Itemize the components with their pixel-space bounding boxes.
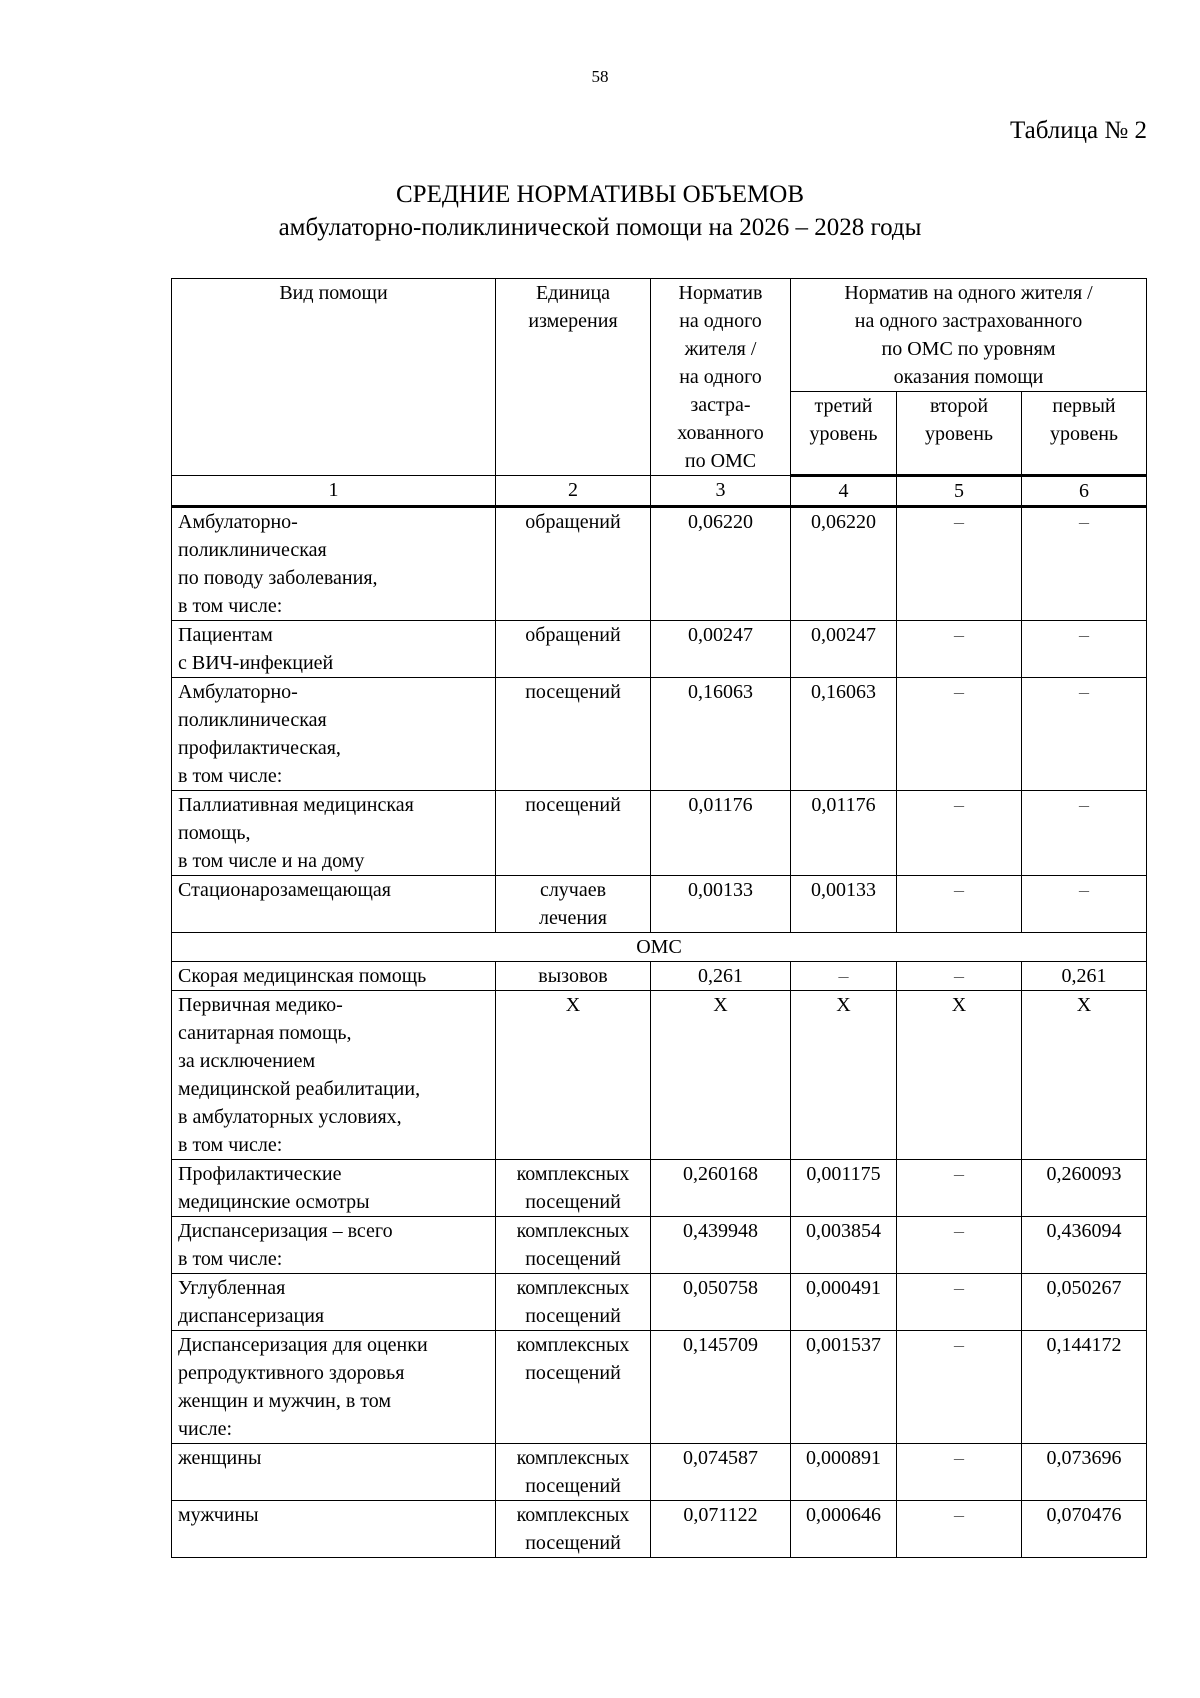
table-row: [172, 1160, 1147, 1217]
title-line-2: амбулаторно-поликлинической помощи на 2026 – 2028 годы: [278, 214, 922, 241]
row-unit: посещений: [496, 791, 651, 876]
row-norm-total: 0,06220: [651, 507, 791, 621]
header-level-1: первый уровень: [1022, 392, 1147, 476]
table-row: [172, 1501, 1147, 1558]
column-number: 2: [496, 476, 651, 507]
row-norm-total: 0,261: [651, 962, 791, 991]
row-level-2: Х: [897, 991, 1022, 1160]
row-care-type: Профилактические медицинские осмотры: [172, 1160, 496, 1217]
row-level-3: 0,000646: [791, 1501, 897, 1558]
row-level-3: –: [791, 962, 897, 991]
row-norm-total: 0,050758: [651, 1274, 791, 1331]
table-row: [172, 876, 1147, 933]
section-row: [172, 933, 1147, 962]
row-level-1: 0,260093: [1022, 1160, 1147, 1217]
row-norm-total: 0,439948: [651, 1217, 791, 1274]
row-care-type: Скорая медицинская помощь: [172, 962, 496, 991]
row-level-2: –: [897, 621, 1022, 678]
row-unit: случаев лечения: [496, 876, 651, 933]
table-row: [172, 1444, 1147, 1501]
table-row: [172, 507, 1147, 621]
row-level-2: –: [897, 1217, 1022, 1274]
row-level-2: –: [897, 1160, 1022, 1217]
row-unit: комплексных посещений: [496, 1217, 651, 1274]
row-level-2: –: [897, 678, 1022, 791]
row-level-1: –: [1022, 791, 1147, 876]
row-norm-total: Х: [651, 991, 791, 1160]
table-row: [172, 678, 1147, 791]
row-level-3: 0,01176: [791, 791, 897, 876]
row-level-2: –: [897, 962, 1022, 991]
row-unit: Х: [496, 991, 651, 1160]
row-level-3: 0,16063: [791, 678, 897, 791]
header-unit: Единица измерения: [496, 279, 651, 476]
row-norm-total: 0,01176: [651, 791, 791, 876]
row-level-3: 0,001175: [791, 1160, 897, 1217]
row-level-3: Х: [791, 991, 897, 1160]
row-level-2: –: [897, 507, 1022, 621]
row-level-1: –: [1022, 621, 1147, 678]
table-row: [172, 1274, 1147, 1331]
row-level-2: –: [897, 1331, 1022, 1444]
row-norm-total: 0,145709: [651, 1331, 791, 1444]
row-level-1: –: [1022, 507, 1147, 621]
row-care-type: мужчины: [172, 1501, 496, 1558]
column-number: 6: [1022, 476, 1147, 507]
row-care-type: Амбулаторно- поликлиническая по поводу заболевания, в том числе:: [172, 507, 496, 621]
row-norm-total: 0,074587: [651, 1444, 791, 1501]
row-level-1: 0,073696: [1022, 1444, 1147, 1501]
row-care-type: Паллиативная медицинская помощь, в том числе и на дому: [172, 791, 496, 876]
row-norm-total: 0,260168: [651, 1160, 791, 1217]
row-care-type: женщины: [172, 1444, 496, 1501]
column-numbers-row: [172, 476, 1147, 507]
column-number: 1: [172, 476, 496, 507]
title-line-1: СРЕДНИЕ НОРМАТИВЫ ОБЪЕМОВ: [395, 181, 805, 208]
row-level-2: –: [897, 791, 1022, 876]
row-level-3: 0,06220: [791, 507, 897, 621]
document-title: [0, 178, 1200, 244]
table-label: Таблица № 2: [1009, 117, 1147, 144]
row-level-1: Х: [1022, 991, 1147, 1160]
table-row: [172, 621, 1147, 678]
row-care-type: Амбулаторно- поликлиническая профилактическая, в том числе:: [172, 678, 496, 791]
row-unit: обращений: [496, 507, 651, 621]
header-norm-by-level: Норматив на одного жителя / на одного застрахованного по ОМС по уровням оказания помощи: [791, 279, 1147, 392]
column-number: 5: [897, 476, 1022, 507]
row-unit: вызовов: [496, 962, 651, 991]
row-unit: комплексных посещений: [496, 1160, 651, 1217]
header-norm-total: Норматив на одного жителя / на одного застра- хованного по ОМС: [651, 279, 791, 476]
table-row: [172, 1217, 1147, 1274]
table-row: [172, 791, 1147, 876]
row-norm-total: 0,00247: [651, 621, 791, 678]
row-level-2: –: [897, 1274, 1022, 1331]
row-level-1: 0,144172: [1022, 1331, 1147, 1444]
column-number: 3: [651, 476, 791, 507]
header-level-3: третий уровень: [791, 392, 897, 476]
row-unit: комплексных посещений: [496, 1501, 651, 1558]
row-level-3: 0,001537: [791, 1331, 897, 1444]
row-level-3: 0,003854: [791, 1217, 897, 1274]
row-level-1: 0,261: [1022, 962, 1147, 991]
table-row: [172, 991, 1147, 1160]
row-level-1: 0,070476: [1022, 1501, 1147, 1558]
row-unit: посещений: [496, 678, 651, 791]
row-level-3: 0,00247: [791, 621, 897, 678]
row-level-1: –: [1022, 876, 1147, 933]
row-unit: обращений: [496, 621, 651, 678]
row-norm-total: 0,071122: [651, 1501, 791, 1558]
row-norm-total: 0,00133: [651, 876, 791, 933]
row-level-2: –: [897, 1444, 1022, 1501]
row-level-3: 0,000891: [791, 1444, 897, 1501]
row-care-type: Стационарозамещающая: [172, 876, 496, 933]
row-level-1: –: [1022, 678, 1147, 791]
page-number: 58: [591, 67, 609, 86]
table-row: [172, 962, 1147, 991]
row-unit: комплексных посещений: [496, 1274, 651, 1331]
row-care-type: Первичная медико- санитарная помощь, за исключением медицинской реабилитации, в амбулаторных условиях, в том числе:: [172, 991, 496, 1160]
row-care-type: Диспансеризация для оценки репродуктивного здоровья женщин и мужчин, в том числе:: [172, 1331, 496, 1444]
norms-table: [171, 278, 1147, 1558]
row-unit: комплексных посещений: [496, 1331, 651, 1444]
row-level-1: 0,436094: [1022, 1217, 1147, 1274]
header-care-type: Вид помощи: [172, 279, 496, 476]
row-level-2: –: [897, 876, 1022, 933]
row-level-3: 0,00133: [791, 876, 897, 933]
row-unit: комплексных посещений: [496, 1444, 651, 1501]
row-care-type: Пациентам с ВИЧ-инфекцией: [172, 621, 496, 678]
header-level-2: второй уровень: [897, 392, 1022, 476]
table-row: [172, 1331, 1147, 1444]
section-label: ОМС: [172, 933, 1147, 962]
column-number: 4: [791, 476, 897, 507]
row-level-1: 0,050267: [1022, 1274, 1147, 1331]
row-level-2: –: [897, 1501, 1022, 1558]
row-care-type: Углубленная диспансеризация: [172, 1274, 496, 1331]
row-level-3: 0,000491: [791, 1274, 897, 1331]
row-norm-total: 0,16063: [651, 678, 791, 791]
row-care-type: Диспансеризация – всего в том числе:: [172, 1217, 496, 1274]
